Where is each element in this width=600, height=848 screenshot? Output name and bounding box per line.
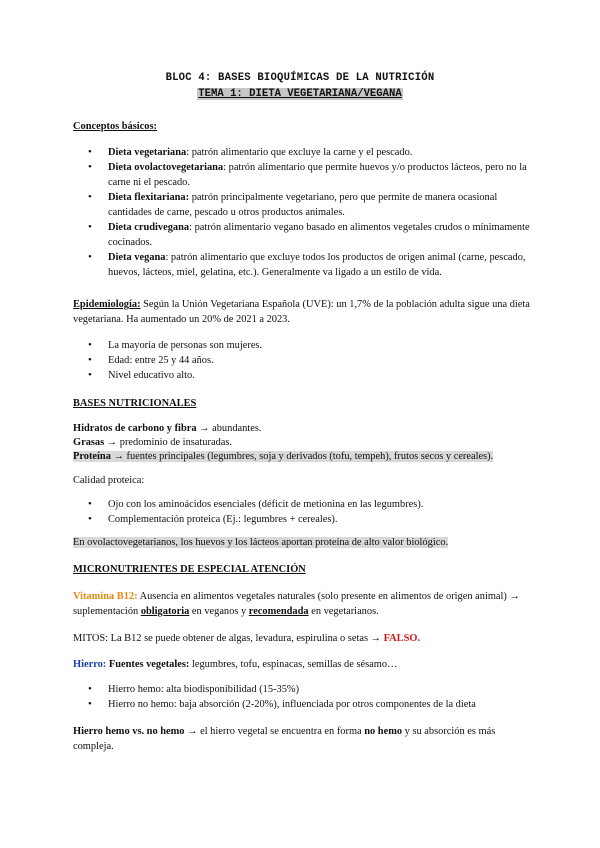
document-subtitle xyxy=(0,88,600,100)
list-item: • La mayoría de personas son mujeres. xyxy=(73,338,533,353)
list-item: • Dieta flexitariana: patrón principalmente vegetariano, pero que permite de manera ocasional cantidades de carne, pescado u otros productos animales. xyxy=(73,190,533,220)
list-item: • Hierro no hemo: baja absorción (2-20%), influenciada por otros componentes de la dieta xyxy=(73,697,533,712)
bases-hc-line: Hidratos de carbono y fibra → abundantes. xyxy=(73,423,262,434)
bases-heading: BASES NUTRICIONALES xyxy=(73,398,197,409)
calidad-proteica-label: Calidad proteica: xyxy=(73,475,145,486)
list-item: • Dieta vegana: patrón alimentario que excluye todos los productos de origen animal (carne, pescado, huevos, lácteos, miel, gelatina, etc.). Generalmente va ligado a un estilo de vida. xyxy=(73,250,533,280)
mitos-line: MITOS: La B12 se puede obtener de algas, levadura, espirulina o setas → FALSO. xyxy=(73,633,421,644)
epidemiologia-paragraph: Epidemiología: Según la Unión Vegetariana Española (UVE): un 1,7% de la población adulta sigue una dieta vegetariana. Ha aumentado un 20% de 2021 a 2023. xyxy=(73,299,530,325)
bases-proteina-line: Proteína → fuentes principales (legumbres, soja y derivados (tofu, tempeh), frutos secos y cereales). xyxy=(73,451,494,462)
hierro-list xyxy=(73,682,533,712)
conceptos-heading: Conceptos básicos: xyxy=(73,121,157,132)
document-title: BLOC 4: BASES BIOQUÍMICAS DE LA NUTRICIÓN xyxy=(165,72,435,84)
list-item: • Complementación proteica (Ej.: legumbres + cereales). xyxy=(73,512,533,527)
list-item: • Edad: entre 25 y 44 años. xyxy=(73,353,533,368)
list-item: • Dieta vegetariana: patrón alimentario que excluye la carne y el pescado. xyxy=(73,145,533,160)
list-item: • Ojo con los aminoácidos esenciales (déficit de metionina en las legumbres). xyxy=(73,497,533,512)
list-item: • Dieta ovolactovegetariana: patrón alimentario que permite huevos y/o productos lácteos, pero no la carne ni el pescado. xyxy=(73,160,533,190)
hemo-paragraph: Hierro hemo vs. no hemo → el hierro vegetal se encuentra en forma no hemo y su absorción es más compleja. xyxy=(73,726,496,752)
calidad-list xyxy=(73,497,533,527)
epidemiologia-list xyxy=(73,338,533,383)
subtitle-text: TEMA 1: DIETA VEGETARIANA/VEGANA xyxy=(198,88,402,100)
b12-paragraph: Vitamina B12: Ausencia en alimentos vegetales naturales (solo presente en alimentos de origen animal) → suplementación obligatoria en veganos y recomendada en vegetarianos. xyxy=(73,591,520,617)
list-item: • Nivel educativo alto. xyxy=(73,368,533,383)
bases-grasas-line: Grasas → predominio de insaturadas. xyxy=(73,437,233,448)
list-item: • Hierro hemo: alta biodisponibilidad (15-35%) xyxy=(73,682,533,697)
conceptos-list xyxy=(73,145,533,280)
list-item: • Dieta crudivegana: patrón alimentario vegano basado en alimentos vegetales crudos o mínimamente cocinados. xyxy=(73,220,533,250)
ovolacto-note: En ovolactovegetarianos, los huevos y los lácteos aportan proteína de alto valor biológico. xyxy=(73,537,449,548)
micro-heading: MICRONUTRIENTES DE ESPECIAL ATENCIÓN xyxy=(73,564,306,575)
hierro-line: Hierro: Fuentes vegetales: legumbres, tofu, espinacas, semillas de sésamo… xyxy=(73,659,398,670)
